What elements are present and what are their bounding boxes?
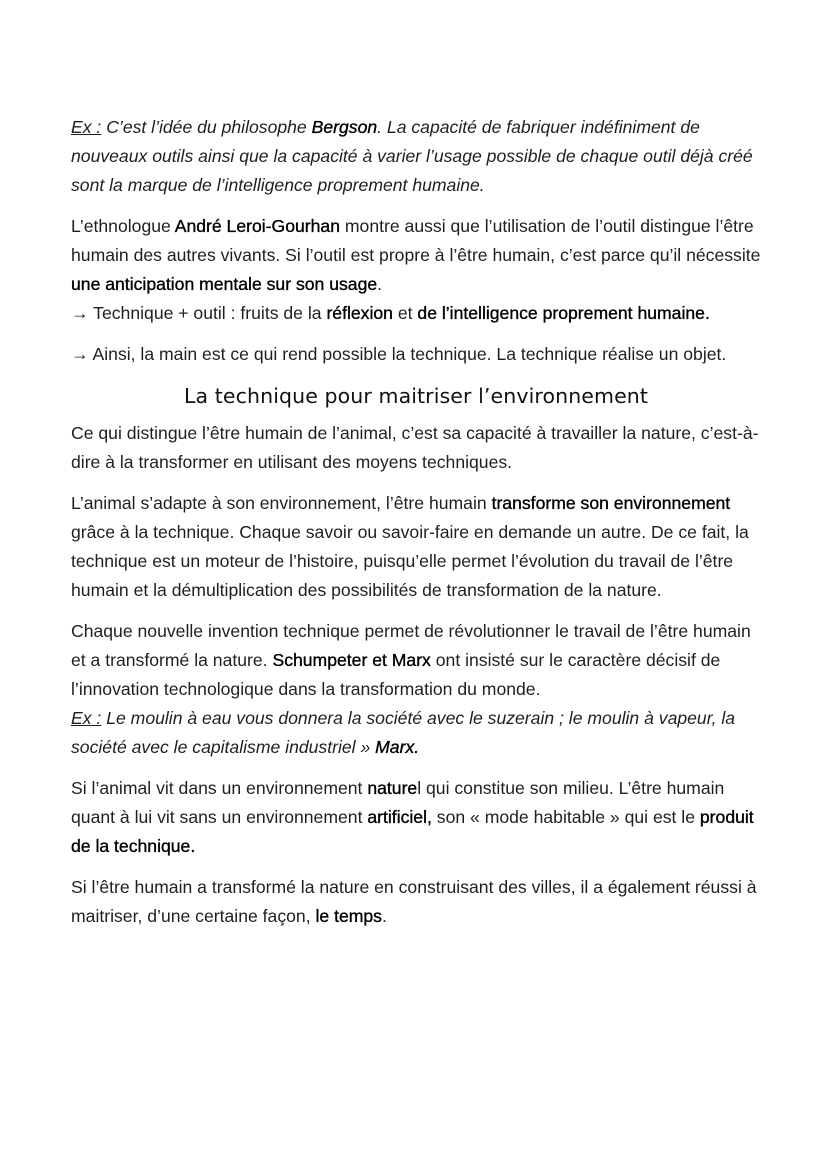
paragraph-artificial-environment [71,774,761,861]
emphasis-text: produit de la technique. [71,807,754,856]
text-run: et [392,303,418,323]
paragraph-bergson-example [71,113,761,200]
arrow-line [71,299,761,328]
emphasis-text: artificiel, [367,807,432,827]
text-run: L’ethnologue [71,216,175,236]
text-run: montre aussi que l’utilisation de l’outil distingue l’être humain des autres vivants. Si l’outil est propre à l’être humain, c’est parce qu’il nécessite [71,216,761,265]
text-run: . La capacité de fabriquer indéfiniment de nouveaux outils ainsi que la capacité à varier l’usage possible de chaque outil déjà créé sont la marque de l’intelligence proprement humaine. [71,117,753,195]
document-page [71,113,761,943]
example-label: Ex : [71,117,102,137]
text-run: L’animal s’adapte à son environnement, l’être humain [71,493,492,513]
emphasis-text: nature [367,778,418,798]
paragraph-distinction: Ce qui distingue l’être humain de l’animal, c’est sa capacité à travailler la nature, c’est-à-dire à la transformer en utilisant des moyens techniques. [71,423,759,472]
paragraph-conclusion-hand [71,340,761,369]
text-run: Ainsi, la main est ce qui rend possible la technique. La technique réalise un objet. [92,344,727,364]
philosopher-name: Bergson [311,117,378,137]
economists-names: Schumpeter et Marx [272,650,431,670]
text-run: l qui constitue son milieu. L’être humain quant à lui vit sans un environnement [71,778,725,827]
text-run: . [377,274,383,294]
section-heading: La technique pour maitriser l’environnement [183,384,649,408]
text-run: C’est l’idée du philosophe [101,117,312,137]
marx-quote [71,704,761,762]
arrow-icon: → [71,344,93,364]
emphasis-text: de l’intelligence proprement humaine. [417,303,710,323]
paragraph-invention [71,617,761,762]
emphasis-text: une anticipation mentale sur son usage [71,274,378,294]
text-run: Si l’animal vit dans un environnement [71,778,368,798]
text-run: Le moulin à eau vous donnera la société avec le suzerain ; le moulin à vapeur, la société avec le capitalisme industriel » [71,708,736,757]
paragraph-leroi-gourhan [71,212,761,328]
ethnologist-name: André Leroi-Gourhan [174,216,341,236]
emphasis-text: réflexion [326,303,393,323]
text-run: Chaque nouvelle invention technique permet de révolutionner le travail de l’être humain et a transformé la nature. [71,621,751,670]
emphasis-text: le temps [315,906,382,926]
text-run: grâce à la technique. Chaque savoir ou savoir-faire en demande un autre. De ce fait, la technique est un moteur de l’histoire, puisqu’elle permet l’évolution du travail de l’être humain et la démultiplication des possibilités de transformation de la nature. [71,522,749,600]
author-name: Marx. [375,737,420,757]
text-run: Technique + outil : fruits de la [93,303,327,323]
paragraph-time [71,873,761,931]
text-run: son « mode habitable » qui est le [431,807,700,827]
text-run: ont insisté sur le caractère décisif de l’innovation technologique dans la transformation du monde. [71,650,721,699]
arrow-icon: → [71,303,94,323]
text-run: . [381,906,387,926]
emphasis-text: transforme son environnement [491,493,731,513]
paragraph-environment [71,489,761,605]
example-label: Ex : [71,708,102,728]
text-run: Si l’être humain a transformé la nature en construisant des villes, il a également réussi à maitriser, d’une certaine façon, [71,877,757,926]
